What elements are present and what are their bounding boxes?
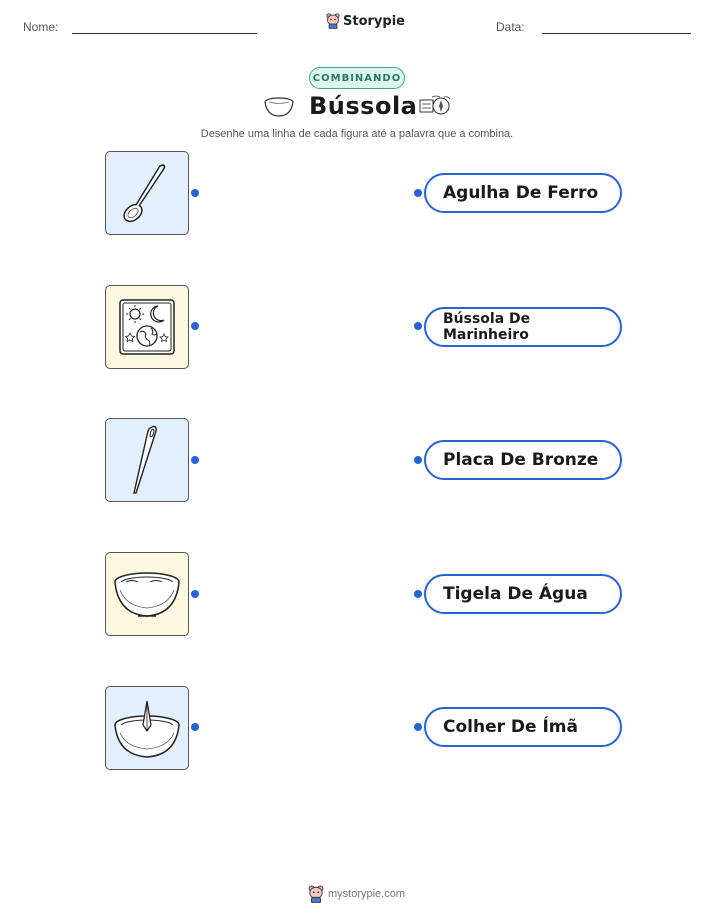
date-label: Data:: [496, 20, 525, 34]
bowl-of-water-icon: [112, 566, 182, 622]
word-dot-1[interactable]: [414, 189, 422, 197]
bowl-compass-icon: [112, 697, 182, 759]
sun-moon-earth-icon: [118, 298, 176, 356]
picture-dot-5[interactable]: [191, 723, 199, 731]
picture-dot-2[interactable]: [191, 322, 199, 330]
instructions: Desenhe uma linha de cada figura até a palavra que a combina.: [200, 128, 514, 140]
word-dot-4[interactable]: [414, 590, 422, 598]
picture-card-needle: [105, 418, 189, 502]
spoon-icon: [117, 158, 177, 228]
title-row: [0, 92, 714, 126]
word-dot-2[interactable]: [414, 322, 422, 330]
name-label: Nome:: [23, 20, 59, 34]
picture-dot-3[interactable]: [191, 456, 199, 464]
word-option-1[interactable]: Agulha De Ferro: [424, 173, 622, 213]
cute-compass-doodle-icon: [418, 94, 452, 116]
word-option-3[interactable]: Placa De Bronze: [424, 440, 622, 480]
bear-mascot-icon: [326, 13, 340, 29]
brand-logo: [326, 13, 405, 29]
footer-url[interactable]: mystorypie.com: [328, 888, 406, 900]
picture-card-bowl-compass: [105, 686, 189, 770]
activity-badge: COMBINANDO: [309, 67, 405, 89]
word-option-2[interactable]: Bússola De Marinheiro: [424, 307, 622, 347]
needle-icon: [122, 423, 172, 497]
bowl-icon: [263, 96, 295, 118]
picture-card-sun-moon-earth: [105, 285, 189, 369]
picture-card-spoon: [105, 151, 189, 235]
picture-dot-1[interactable]: [191, 189, 199, 197]
name-line[interactable]: [72, 33, 257, 34]
word-dot-3[interactable]: [414, 456, 422, 464]
word-option-5[interactable]: Colher De Ímã: [424, 707, 622, 747]
date-line[interactable]: [542, 33, 691, 34]
word-option-4[interactable]: Tigela De Água: [424, 574, 622, 614]
picture-dot-4[interactable]: [191, 590, 199, 598]
bear-mascot-icon: [308, 885, 324, 903]
page-title: Bússola: [309, 92, 418, 120]
picture-card-bowl-of-water: [105, 552, 189, 636]
footer: [308, 885, 405, 903]
word-dot-5[interactable]: [414, 723, 422, 731]
brand-name: Storypie: [343, 13, 405, 29]
